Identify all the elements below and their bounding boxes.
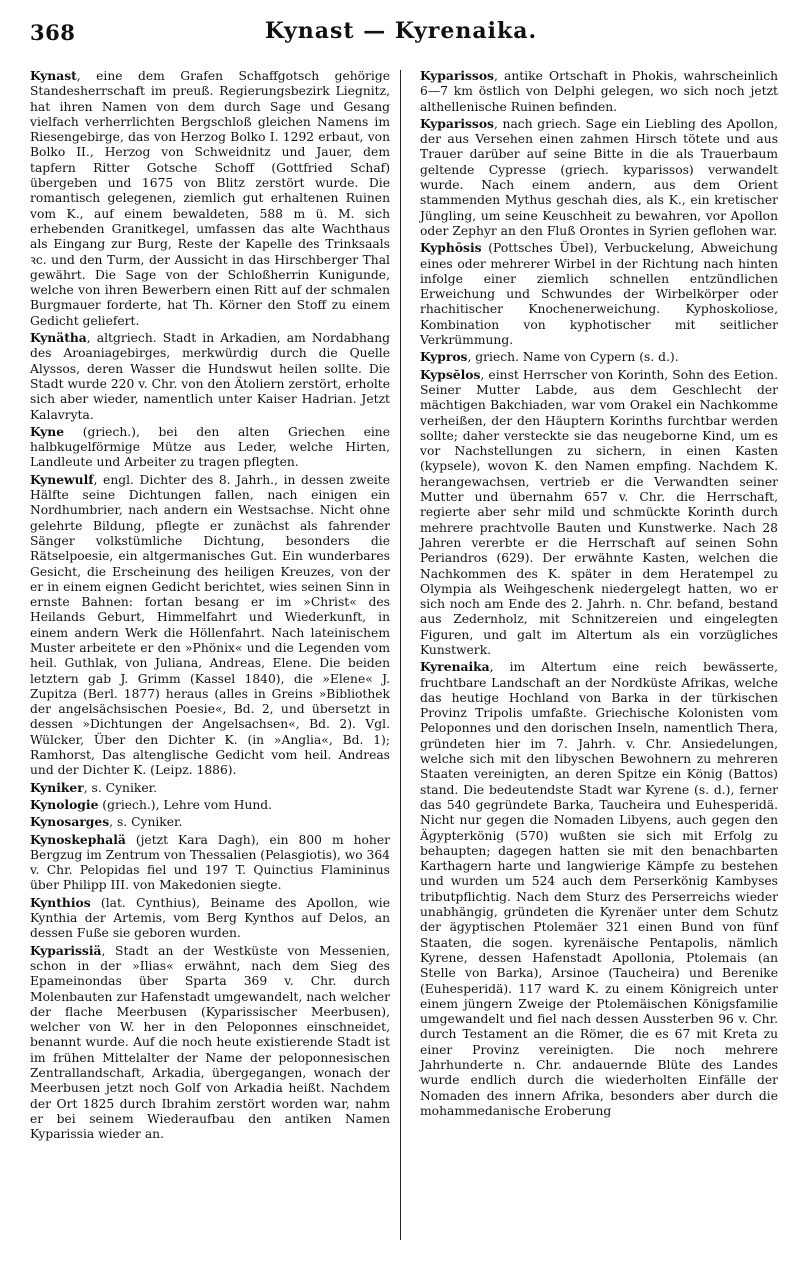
entry-headword: Kynologie [30,796,99,812]
entry-text: , Stadt an der Westküste von Messenien, schon in der »Ilias« erwähnt, nach dem Sieg des Epameinondas über Sparta 369 v. Chr. durch Molenbauten zur Hafenstadt umgewandelt, nach welcher der flache Meerbusen (Kyparissischer Meerbusen), welcher von W. her in den Peloponnes einschneidet, benannt wurde. Auf die noch heute existierende Stadt ist im frühen Mittelalter der Name der peloponnesischen Zentrallandschaft, Arkadia, übergegangen, wonach der Meerbusen jetzt noch Golf von Arkadia heißt. Nachdem der Ort 1825 durch Ibrahim zerstört worden war, nahm er bei seinem Wiederaufbau den antiken Namen Kyparissia wieder an. [30,943,390,1142]
column-divider [400,70,401,1240]
entry-headword: Kynätha [30,330,87,346]
entry-text: , im Altertum eine reich bewässerte, fruchtbare Landschaft an der Nordküste Afrikas, welche das heutige Hochland von Barka in der türkischen Provinz Tripolis umfaßte. Griechische Kolonisten vom Peloponnes und den dorischen Inseln, namentlich Thera, gründeten hier im 7. Jahrh. v. Chr. Ansiedelungen, welche sich mit den libyschen Bewohnern zu mehreren Staaten vereinigten, an deren Spitze ein König (Battos) stand. Die bedeutendste Stadt war Kyrene (s. d.), ferner das 540 gegründete Barka, Taucheira und Euhesperidä. Nicht nur gegen die Nomaden Libyens, auch gegen den Ägypterkönig (570) wußten sie sich mit Erfolg zu behaupten; dagegen hatten sie mit den benachbarten Karthagern harte und langwierige Kämpfe zu bestehen und wurden um 524 auch dem Perserkönig Kambyses tributpflichtig. Nach dem Sturz des Perserreichs wieder unabhängig, gründeten die Kyrenäer unter dem Schutz der ägyptischen Ptolemäer 321 einen Bund von fünf Staaten, die sogen. kyrenäische Pentapolis, nämlich Kyrene, dessen Hafenstadt Apollonia, Ptolemais (an Stelle von Barka), Arsinoe (Taucheira) und Berenike (Euhesperidä). 117 ward K. zu einem Königreich unter einem jüngern Zweige der Ptolemäischen Königsfamilie umgewandelt und fiel nach dessen Aussterben 96 v. Chr. durch Testament an die Römer, die es 67 mit Kreta zu einer Provinz vereinigten. Die noch mehrere Jahrhunderte n. Chr. andauernde Blüte des Landes wurde endlich durch die wiederholten Einfälle der Nomaden des innern Afrika, besonders aber durch die mohammedanische Eroberung [420,660,778,1118]
entry-headword: Kypros [420,349,468,365]
entry-text: (griech.), bei den alten Griechen eine halbkugelförmige Mütze aus Leder, welche Hirten, Landleute und Arbeiter zu tragen pflegten. [30,424,390,470]
dictionary-entry [420,659,778,1119]
entry-headword: Kyparissiä [30,942,102,958]
dictionary-entry [30,895,390,942]
entry-text: , eine dem Grafen Schaffgotsch gehörige Standesherrschaft im preuß. Regierungsbezirk Liegnitz, hat ihren Namen von dem durch Sage und Gesang vielfach verherrlichten Bergschloß gleichen Namens im Riesengebirge, das von Herzog Bolko I. 1292 erbaut, von Bolko II., Herzog von Schweidnitz und Jauer, dem tapfern Ritter Gotsche Schoff (Gottfried Schaf) übergeben und 1675 von Blitz zerstört wurde. Die romantisch gelegenen, ziemlich gut erhaltenen Ruinen vom K., auf einem bewaldeten, 588 m ü. M. sich erhebenden Granitkegel, umfassen das alte Wachthaus als Eingang zur Burg, Reste der Kapelle des Trinksaals ꝛc. und den Turm, der Aussicht in das Hirschberger Thal gewährt. Die Sage von der Schloßherrin Kunigunde, welche von ihren Bewerbern einen Ritt auf der schmalen Burgmauer forderte, hat Th. Körner den Stoff zu einem Gedicht geliefert. [30,69,390,328]
entry-headword: Kynast [30,68,77,83]
entry-headword: Kyrenaika [420,659,490,675]
dictionary-entry [30,797,390,813]
dictionary-entry [420,240,778,348]
entry-text: , antike Ortschaft in Phokis, wahrscheinlich 6—7 km östlich von Delphi gelegen, wo sich noch jetzt althellenische Ruinen befinden. [420,69,778,114]
entry-headword: Kyparissos [420,115,494,131]
entry-headword: Kyphōsis [420,240,482,256]
page-header [30,14,772,54]
entry-headword: Kyne [30,423,65,439]
dictionary-entry [30,943,390,1143]
entry-headword: Kypsĕlos [420,366,481,382]
dictionary-entry [420,68,778,115]
entry-text: (jetzt Kara Dagh), ein 800 m hoher Bergzug im Zentrum von Thessalien (Pelasgiotis), wo 364 v. Chr. Pelopidas fiel und 197 T. Quinctius Flamininus über Philipp III. von Makedonien siegte. [30,832,390,893]
entry-text: , s. Cyniker. [109,815,183,830]
entry-headword: Kynthios [30,894,91,910]
page-title: Kynast — Kyrenaika. [264,18,538,44]
entry-headword: Kyparissos [420,68,494,83]
entry-headword: Kynosarges [30,814,110,830]
dictionary-entry [420,116,778,239]
dictionary-entry [30,68,390,329]
entry-text: , s. Cyniker. [83,780,158,795]
dictionary-entry [30,780,390,796]
dictionary-entry [30,330,390,423]
dictionary-entry [420,349,778,365]
dictionary-entry [30,424,390,471]
entry-text: , nach griech. Sage ein Liebling des Apollon, der aus Versehen einen zahmen Hirsch tötete und aus Trauer darüber auf seine Bitte in die als Trauerbaum geltende Cypresse (griech. kyparissos) verwandelt wurde. Nach einem andern, aus dem Orient stammenden Mythus geschah dies, als K., ein kretischer Jüngling, um seine Keuschheit zu bewahren, vor Apollon oder Zephyr an den Fluß Orontes in Syrien geflohen war. [420,116,778,238]
entry-headword: Kynewulf [30,471,94,487]
left-column [30,68,390,1143]
dictionary-entry [30,814,390,830]
dictionary-entry [30,832,390,894]
dictionary-entry [420,367,778,659]
entry-text: (lat. Cynthius), Beiname des Apollon, wie Kynthia der Artemis, vom Berg Kynthos auf Delos, an dessen Fuße sie geboren wurden. [30,895,390,941]
entry-headword: Kynoskephalä [30,831,126,847]
entry-text: , einst Herrscher von Korinth, Sohn des Eetion. Seiner Mutter Labde, aus dem Geschlecht der mächtigen Bakchiaden, war vom Orakel ein Nachkomme verheißen, der den Häuptern Korinths furchtbar werden sollte; daher versteckte sie das neugeborne Kind, um es vor Nachstellungen zu sichern, in einen Kasten (kypsele), wovon K. den Namen empfing. Nachdem K. herangewachsen, vertrieb er die Verwandten seiner Mutter und übernahm 657 v. Chr. die Herrschaft, regierte aber sehr mild und schmückte Korinth durch mehrere prachtvolle Bauten und Kunstwerke. Nach 28 Jahren vererbte er die Herrschaft auf seinen Sohn Periandros (629). Der erwähnte Kasten, welchen die Nachkommen des K. später in dem Heratempel zu Olympia als Weihgeschenk niedergelegt hatten, wo er sich noch am Ende des 2. Jahrh. n. Chr. befand, bestand aus Zedernholz, mit Schnitzereien und eingelegten Figuren, und galt im Altertum als ein vorzügliches Kunstwerk. [420,367,778,657]
entry-text: , altgriech. Stadt in Arkadien, am Nordabhang des Aroaniagebirges, merkwürdig durch die Quelle Alyssos, deren Wasser die Hundswut heilen sollte. Die Stadt wurde 220 v. Chr. von den Ätoliern zerstört, erholte sich aber wieder, namentlich unter Kaiser Hadrian. Jetzt Kalavryta. [30,331,390,422]
entry-text: (Pottsches Übel), Verbuckelung, Abweichung eines oder mehrerer Wirbel in der Richtung nach hinten infolge einer ziemlich schnellen entzündlichen Erweichung und Schwundes der Wirbelkörper oder rhachitischer Knochenerweichung. Kyphoskoliose, Kombination von kyphotischer mit seitlicher Verkrümmung. [420,241,778,348]
entry-text: (griech.), Lehre vom Hund. [98,797,273,812]
page-number: 368 [30,20,76,45]
right-column [420,68,778,1120]
dictionary-entry [30,472,390,779]
entry-text: , griech. Name von Cypern (s. d.). [467,350,679,365]
entry-headword: Kyniker [30,779,84,795]
entry-text: , engl. Dichter des 8. Jahrh., in dessen zweite Hälfte seine Dichtungen fallen, nach einigen ein Nordhumbrier, nach andern ein Westsachse. Nicht ohne gelehrte Bildung, pflegte er zunächst als fahrender Sänger volkstümliche Dichtung, besonders die Rätselpoesie, ein altgermanisches Gut. Ein wunderbares Gesicht, die Erscheinung des heiligen Kreuzes, von der er in einem eignen Gedicht berichtet, wies seinen Sinn in ernste Bahnen: fortan besang er im »Christ« des Heilands Geburt, Himmelfahrt und Wiederkunft, in einem andern Werk die Höllenfahrt. Nach lateinischem Muster arbeitete er den »Phönix« und die Legenden vom heil. Guthlak, von Juliana, Andreas, Elene. Die beiden letztern gab J. Grimm (Kassel 1840), die »Elene« J. Zupitza (Berl. 1877) heraus (alles in Greins »Bibliothek der angelsächsischen Poesie«, Bd. 2, und übersetzt in dessen »Dichtungen der Angelsachsen«, Bd. 2). Vgl. Wülcker, Über den Dichter K. (in »Anglia«, Bd. 1); Ramhorst, Das altenglische Gedicht vom heil. Andreas und der Dichter K. (Leipz. 1886). [30,472,390,778]
